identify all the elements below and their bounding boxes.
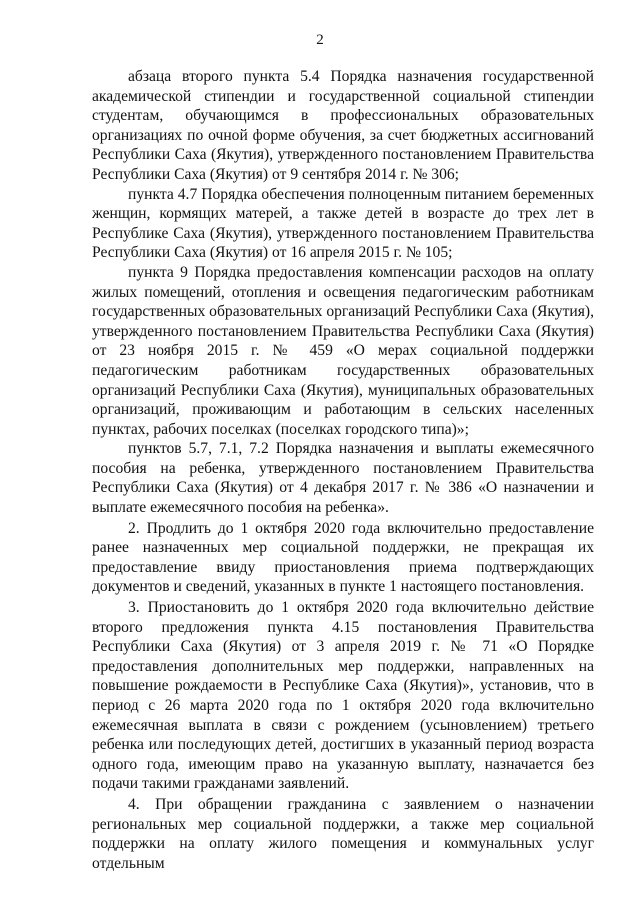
paragraph-item-4-7: пункта 4.7 Порядка обеспечения полноценным питанием беременных женщин, кормящих матерей, а также детей в возрасте до трех лет в Республике Саха (Якутия), утвержденного постановлением Правительства Республики Саха (Якутия) от 16 апреля 2015 г. № 105; [92, 185, 594, 262]
paragraph-item-9: пункта 9 Порядка предоставления компенсации расходов на оплату жилых помещений, отопления и освещения педагогическим работникам государственных образовательных организаций Республики Саха (Якутия), утвержденного постановлением Правительства Республики Саха (Якутия) от 23 ноября 2015 г. № 459 «О мерах социальной поддержки педагогическим работникам государственных образовательных организаций Республики Саха (Якутия), муниципальных образовательных организаций, проживающим и работающим в сельских населенных пунктах, рабочих поселках (поселках городского типа)»; [92, 263, 594, 438]
paragraph-clause-2: 2. Продлить до 1 октября 2020 года включительно предоставление ранее назначенных мер социальной поддержки, не прекращая их предоставление ввиду приостановления приема подтверждающих документов и сведений, указанных в пункте 1 настоящего постановления. [92, 519, 594, 596]
paragraph-clause-3: 3. Приостановить до 1 октября 2020 года включительно действие второго предложения пункта 4.15 постановления Правительства Республики Саха (Якутия) от 3 апреля 2019 г. № 71 «О Порядке предоставления дополнительных мер поддержки, направленных на повышение рождаемости в Республике Саха (Якутия)», установив, что в период с 26 марта 2020 года по 1 октября 2020 года включительно ежемесячная выплата в связи с рождением (усыновлением) третьего ребенка или последующих детей, достигших в указанный период возраста одного года, имеющим право на указанную выплату, назначается без подачи такими гражданами заявлений. [92, 599, 594, 793]
document-body [92, 67, 594, 873]
paragraph-items-5-7-7-1-7-2: пунктов 5.7, 7.1, 7.2 Порядка назначения и выплаты ежемесячного пособия на ребенка, утвержденного постановлением Правительства Республики Саха (Якутия) от 4 декабря 2017 г. № 386 «О назначении и выплате ежемесячного пособия на ребенка». [92, 440, 594, 517]
paragraph-clause-4: 4. При обращении гражданина с заявлением о назначении региональных мер социальной поддержки, а также мер социальной поддержки на оплату жилого помещения и коммунальных услуг отдельным [92, 795, 594, 872]
page-number: 2 [316, 32, 324, 48]
paragraph-item-5-4: абзаца второго пункта 5.4 Порядка назначения государственной академической стипендии и государственной социальной стипендии студентам, обучающимся в профессиональных образовательных организациях по очной форме обучения, за счет бюджетных ассигнований Республики Саха (Якутия), утвержденного постановлением Правительства Республики Саха (Якутия) от 9 сентября 2014 г. № 306; [92, 68, 594, 183]
